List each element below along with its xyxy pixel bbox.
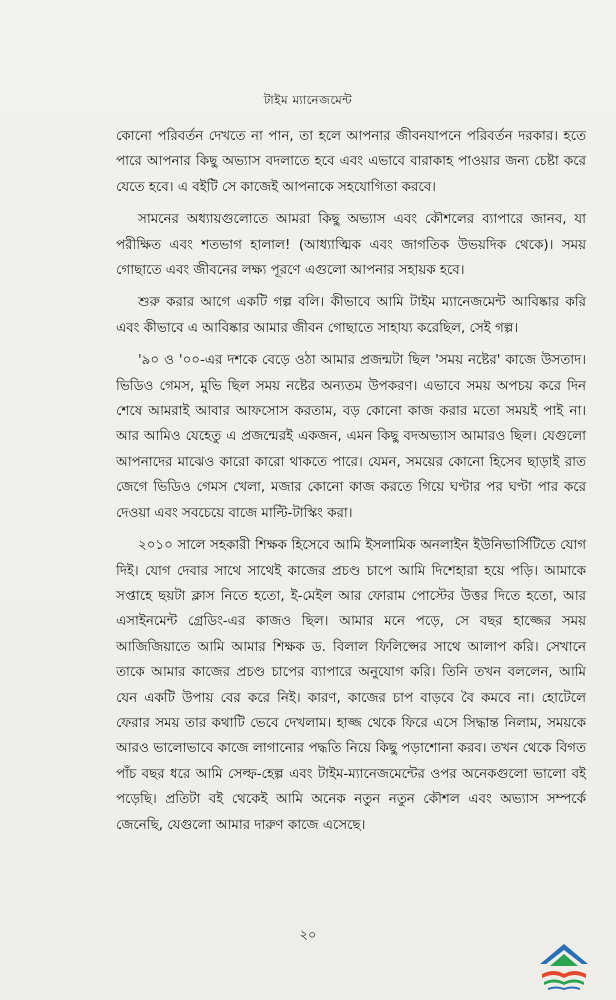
body-text (116, 124, 586, 845)
paragraph-continuation: কোনো পরিবর্তন দেখতে না পান, তা হলে আপনার জীবনযাপনে পরিবর্তন দরকার। হতে পারে আপনার কিছু অভ্যাস বদলাতে হবে এবং এভাবে বারাকাহ পাওয়ার জন্য চেষ্টা করে যেতে হবে। এ বইটি সে কাজেই আপনাকে সহযোগিতা করবে। (116, 129, 586, 195)
paragraph: শুরু করার আগে একটি গল্প বলি। কীভাবে আমি টাইম ম্যানেজমেন্ট আবিষ্কার করি এবং কীভাবে এ আবিষ্কার আমার জীবন গোছাতে সাহায্য করেছিল, সেই গল্প। (116, 295, 586, 336)
paragraph: '৯০ ও '০০-এর দশকে বেড়ে ওঠা আমার প্রজন্মটা ছিল 'সময় নষ্টের' কাজে উসতাদ। ভিডিও গেমস, মুভি ছিল সময় নষ্টের অন্যতম উপকরণ। এভাবে সময় অপচয় করে দিন শেষে আমরাই আবার আফসোস করতাম, বড় কোনো কাজ করার মতো সময়ই পাই না। আর আমিও যেহেতু এ প্রজন্মেরই একজন, এমন কিছু বদঅভ্যাস আমারও ছিল। যেগুলো আপনাদের মাঝেও কারো কারো থাকতে পারে। যেমন, সময়ের কোনো হিসেব ছাড়াই রাত জেগে ভিডিও গেমস খেলা, মজার কোনো কাজ করতে গিয়ে ঘণ্টার পর ঘণ্টা পার করে দেওয়া এবং সবচেয়ে বাজে মাল্টি-টাস্কিং করা। (116, 353, 586, 521)
paragraph: সামনের অধ্যায়গুলোতে আমরা কিছু অভ্যাস এবং কৌশলের ব্যাপারে জানব, যা পরীক্ষিত এবং শতভাগ হালাল! (আধ্যাত্মিক এবং জাগতিক উভয়দিক থেকে)। সময় গোছাতে এবং জীবনের লক্ষ্য পূরণে এগুলো আপনার সহায়ক হবে। (116, 212, 586, 279)
paragraph: ২০১০ সালে সহকারী শিক্ষক হিসেবে আমি ইসলামিক অনলাইন ইউনিভার্সিটিতে যোগ দিই। যোগ দেবার সাথে সাথেই কাজের প্রচণ্ড চাপে আমি দিশেহারা হয়ে পড়ি। আমাকে সপ্তাহে ছয়টা ক্লাস নিতে হতো, ই-মেইল আর ফোরাম পোস্টের উত্তর দিতে হতো, আর এসাইনমেন্ট গ্রেডিং-এর কাজও ছিল। আমার মনে পড়ে, সে বছর হাজ্জের সময় আজিজিয়াতে আমি আমার শিক্ষক ড. বিলাল ফিলিপ্সের সাথে আলাপ করি। সেখানে তাকে আমার কাজের প্রচণ্ড চাপের ব্যাপারে অনুযোগ করি। তিনি তখন বললেন, আমি যেন একটি উপায় বের করে নিই। কারণ, কাজের চাপ বাড়বে বৈ কমবে না। হোটেলে ফেরার সময় তার কথাটি ভেবে দেখলাম। হাজ্জ থেকে ফিরে এসে সিদ্ধান্ত নিলাম, সময়কে আরও ভালোভাবে কাজে লাগানোর পদ্ধতি নিয়ে কিছু পড়াশোনা করব। তখন থেকে বিগত পাঁচ বছর ধরে আমি সেল্ফ-হেল্প এবং টাইম-ম্যানেজমেন্টের ওপর অনেকগুলো ভালো বই পড়েছি। প্রতিটা বই থেকেই আমি অনেক নতুন নতুন কৌশল এবং অভ্যাস সম্পর্কে জেনেছি, যেগুলো আমার দারুণ কাজে এসেছে। (116, 538, 586, 833)
running-header: টাইম ম্যানেজমেন্ট (263, 93, 353, 107)
publisher-logo-icon (532, 940, 596, 994)
page-number: ২০ (299, 928, 317, 943)
